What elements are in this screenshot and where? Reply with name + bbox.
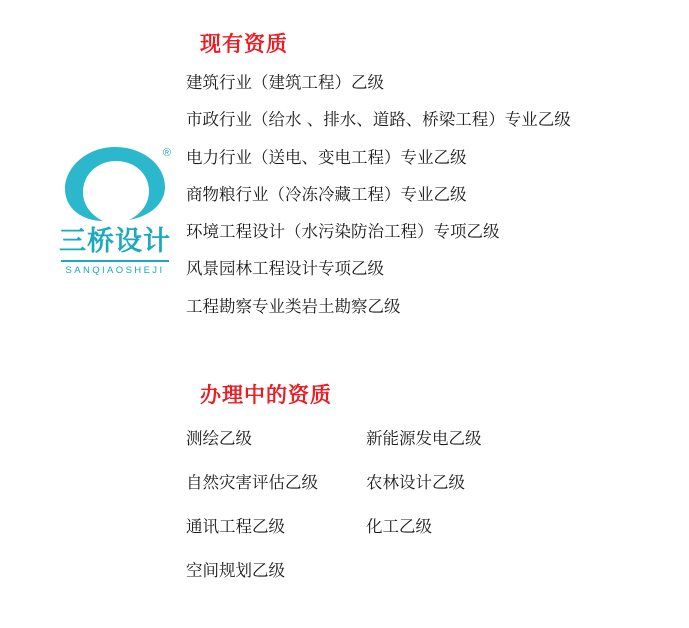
list-item: 商物粮行业（冷冻冷藏工程）专业乙级 — [186, 184, 467, 204]
list-item: 工程勘察专业类岩土勘察乙级 — [186, 296, 401, 316]
list-item: 电力行业（送电、变电工程）专业乙级 — [186, 147, 467, 167]
company-name: 三桥设计 — [59, 226, 171, 257]
qualifications-content — [186, 28, 686, 581]
section-spacer — [186, 333, 686, 379]
grid-cell: 农林设计乙级 — [366, 472, 465, 492]
registered-trademark-icon: ® — [162, 147, 171, 159]
section-title-in-progress: 办理中的资质 — [200, 382, 332, 407]
grid-cell: 自然灾害评估乙级 — [186, 472, 318, 492]
company-pinyin: SANQIAOSHEJI — [65, 264, 165, 276]
wave-logo-icon — [61, 145, 169, 223]
in-progress-qualifications-grid — [186, 425, 686, 581]
grid-cell: 空间规划乙级 — [186, 560, 285, 580]
grid-cell: 通讯工程乙级 — [186, 516, 285, 536]
grid-cell: 新能源发电乙级 — [366, 428, 482, 448]
list-item: 环境工程设计（水污染防治工程）专项乙级 — [186, 222, 500, 242]
company-logo — [55, 145, 175, 295]
grid-cell: 测绘乙级 — [186, 428, 252, 448]
section-title-existing: 现有资质 — [200, 32, 288, 56]
list-item: 建筑行业（建筑工程）乙级 — [186, 73, 384, 92]
existing-qualifications-list — [186, 72, 686, 318]
list-item: 风景园林工程设计专项乙级 — [186, 259, 384, 279]
logo-divider — [61, 260, 169, 262]
grid-cell: 化工乙级 — [366, 516, 432, 536]
list-item: 市政行业（给水 、排水、道路、桥梁工程）专业乙级 — [186, 110, 571, 130]
